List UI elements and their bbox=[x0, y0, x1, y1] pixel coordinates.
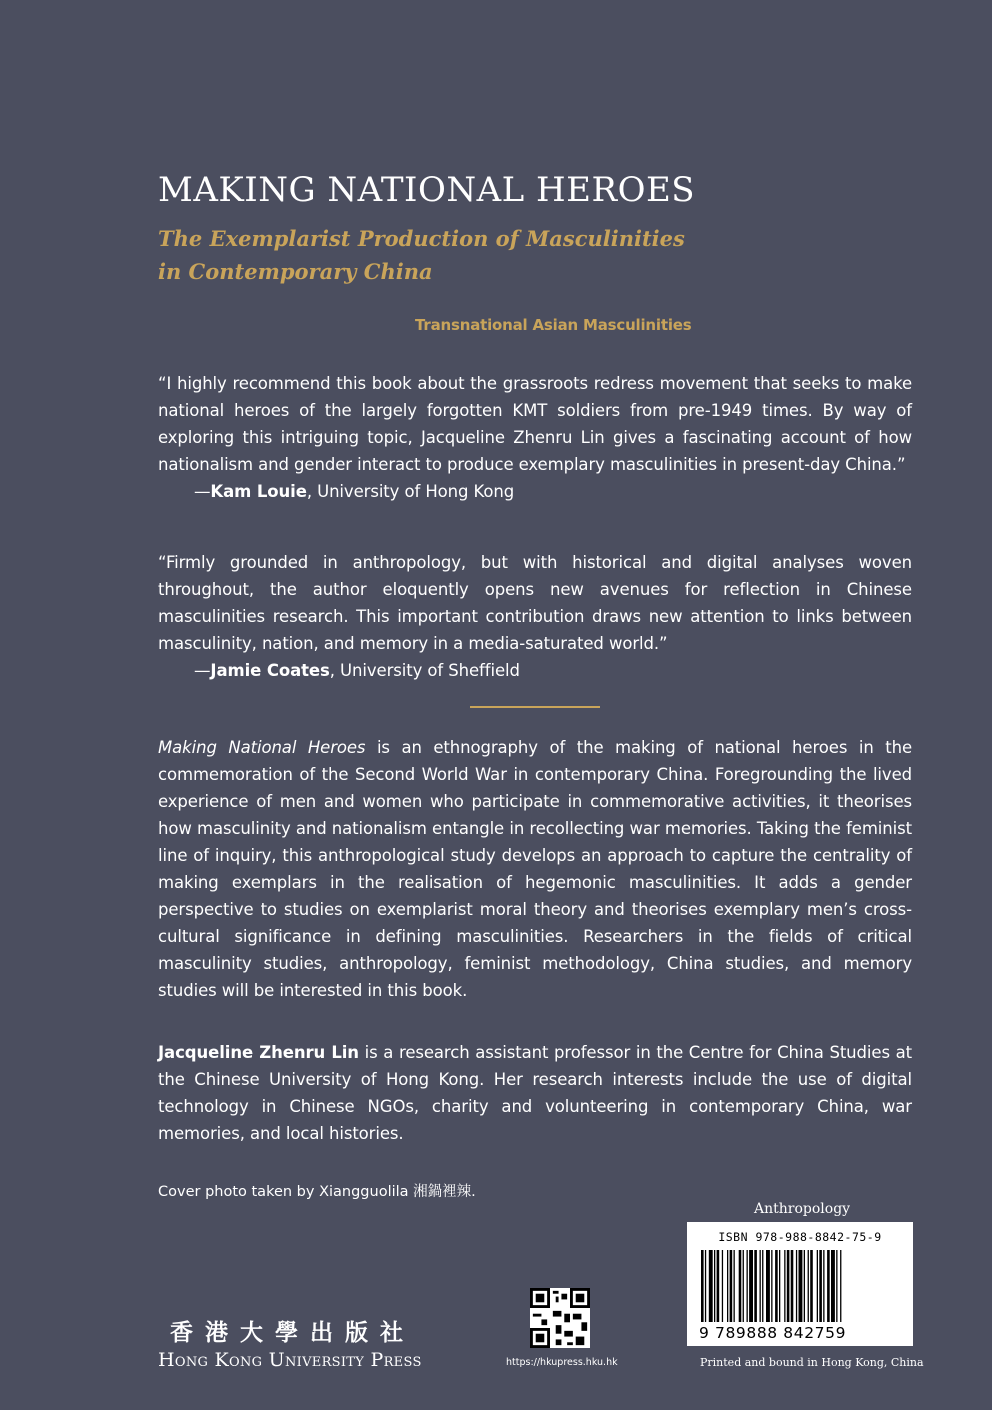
book-title: MAKING NATIONAL HEROES bbox=[158, 170, 696, 210]
endorser-affiliation: , University of Hong Kong bbox=[306, 482, 515, 501]
cover-credit: Cover photo taken by Xiangguolila 湘鍋裡辣. bbox=[158, 1184, 476, 1200]
endorsement-quote: “Firmly grounded in anthropology, but with historical and digital analyses woven throughout, the author eloquently opens new avenues for reflection in Chinese masculinities research. This important contribution draws new attention to links between masculinity, nation, and memory in a media-saturated world.” bbox=[158, 553, 912, 653]
book-subtitle bbox=[158, 222, 685, 288]
endorser-name: Jamie Coates bbox=[210, 661, 330, 680]
endorsement-attribution bbox=[158, 478, 912, 505]
publisher-name: Hong Kong University Press bbox=[158, 1349, 422, 1371]
endorsement-2 bbox=[158, 549, 912, 684]
book-description bbox=[158, 734, 912, 1004]
isbn-text: ISBN 978-988-8842-75-9 bbox=[718, 1230, 882, 1244]
divider bbox=[470, 706, 600, 708]
printed-notice: Printed and bound in Hong Kong, China bbox=[700, 1356, 924, 1369]
endorsement-quote: “I highly recommend this book about the grassroots redress movement that seeks to make national heroes of the largely forgotten KMT soldiers from pre-1949 times. By way of exploring this intriguing topic, Jacqueline Zhenru Lin gives a fascinating account of how nationalism and gender interact to produce exemplary masculinities in present-day China.” bbox=[158, 374, 912, 474]
attribution-dash: — bbox=[194, 482, 211, 501]
barcode-panel bbox=[687, 1222, 913, 1346]
author-bio-text: is a research assistant professor in the Centre for China Studies at the Chinese University of Hong Kong. Her research interests include the use of digital technology in Chinese NGOs, charity and volunteering in contemporary China, war memories, and local histories. bbox=[158, 1043, 913, 1143]
subtitle-line-1: The Exemplarist Production of Masculinities bbox=[158, 226, 685, 251]
endorsement-attribution bbox=[158, 657, 912, 684]
attribution-dash: — bbox=[194, 661, 211, 680]
category-label: Anthropology bbox=[754, 1201, 851, 1217]
publisher-url[interactable]: https://hkupress.hku.hk bbox=[506, 1357, 618, 1368]
series-name: Transnational Asian Masculinities bbox=[415, 316, 692, 334]
author-bio bbox=[158, 1039, 912, 1147]
author-name: Jacqueline Zhenru Lin bbox=[158, 1043, 359, 1062]
subtitle-line-2: in Contemporary China bbox=[158, 259, 433, 284]
description-text: is an ethnography of the making of national heroes in the commemoration of the Second World War in contemporary China. Foregrounding the lived experience of men and women who participate in commemorative activities, it theorises how masculinity and nationalism entangle in recollecting war memories. Taking the feminist line of inquiry, this anthropological study develops an approach to capture the centrality of making exemplars in the realisation of hegemonic masculinities. It adds a gender perspective to studies on exemplarist moral theory and theorises exemplary men’s cross-cultural significance in defining masculinities. Researchers in the fields of critical masculinity studies, anthropology, feminist methodology, China studies, and memory studies will be interested in this book. bbox=[158, 738, 912, 1000]
description-book-title: Making National Heroes bbox=[158, 738, 366, 757]
endorsement-1 bbox=[158, 370, 912, 505]
barcode-digits: 9 789888 842759 bbox=[699, 1324, 847, 1342]
barcode-icon bbox=[701, 1250, 899, 1322]
endorser-name: Kam Louie bbox=[210, 482, 307, 501]
publisher-name-chinese: 香港大學出版社 bbox=[170, 1319, 415, 1346]
endorser-affiliation: , University of Sheffield bbox=[329, 661, 520, 680]
qr-code-icon bbox=[530, 1288, 590, 1348]
